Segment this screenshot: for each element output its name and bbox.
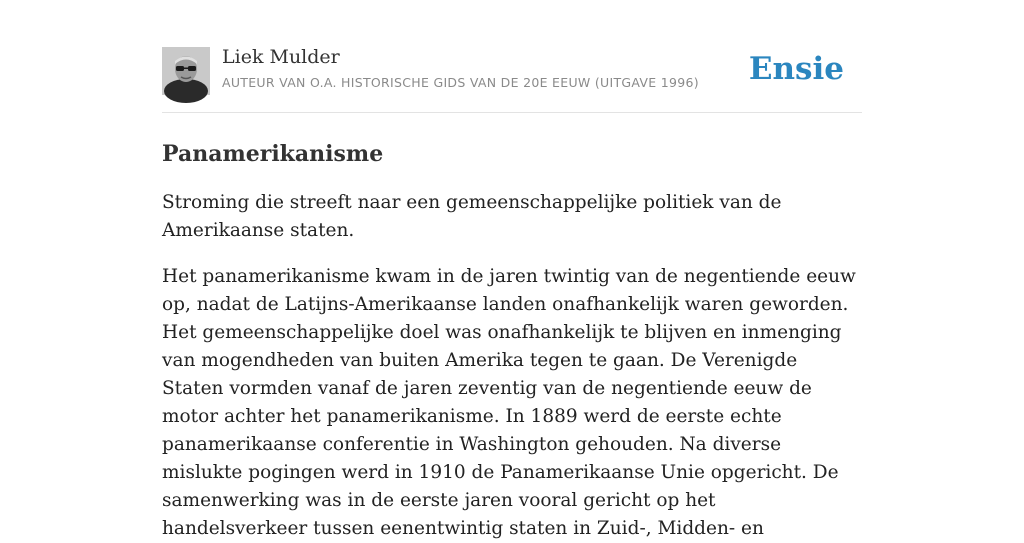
article-container [162,45,862,543]
author-role: AUTEUR VAN O.A. HISTORISCHE GIDS VAN DE 20E EEUW (UITGAVE 1996) [222,75,699,90]
ensie-logo[interactable]: Ensie [748,51,844,87]
article-paragraph: Stroming die streeft naar een gemeenschappelijke politiek van de Amerikaanse staten. [162,192,782,241]
author-avatar[interactable] [162,47,210,95]
author-header [162,45,862,113]
person-photo-icon [162,47,210,95]
author-name[interactable]: Liek Mulder [222,46,340,68]
article-title: Panamerikanisme [162,141,384,167]
article-paragraph: Het panamerikanisme kwam in de jaren twintig van de negentiende eeuw op, nadat de Latijns-Amerikaanse landen onafhankelijk waren geworden. Het gemeenschappelijke doel was onafhankelijk te blijven en inmenging van mogendheden van buiten Amerika tegen te gaan. De Verenigde Staten vormden vanaf de jaren zeventig van de negentiende eeuw de motor achter het panamerikanisme. In 1889 werd de eerste echte panamerikaanse conferentie in Washington gehouden. Na diverse mislukte pogingen werd in 1910 de Panamerikaanse Unie opgericht. De samenwerking was in de eerste jaren vooral gericht op het handelsverkeer tussen eenentwintig staten in Zuid-, Midden- en [162,266,856,539]
